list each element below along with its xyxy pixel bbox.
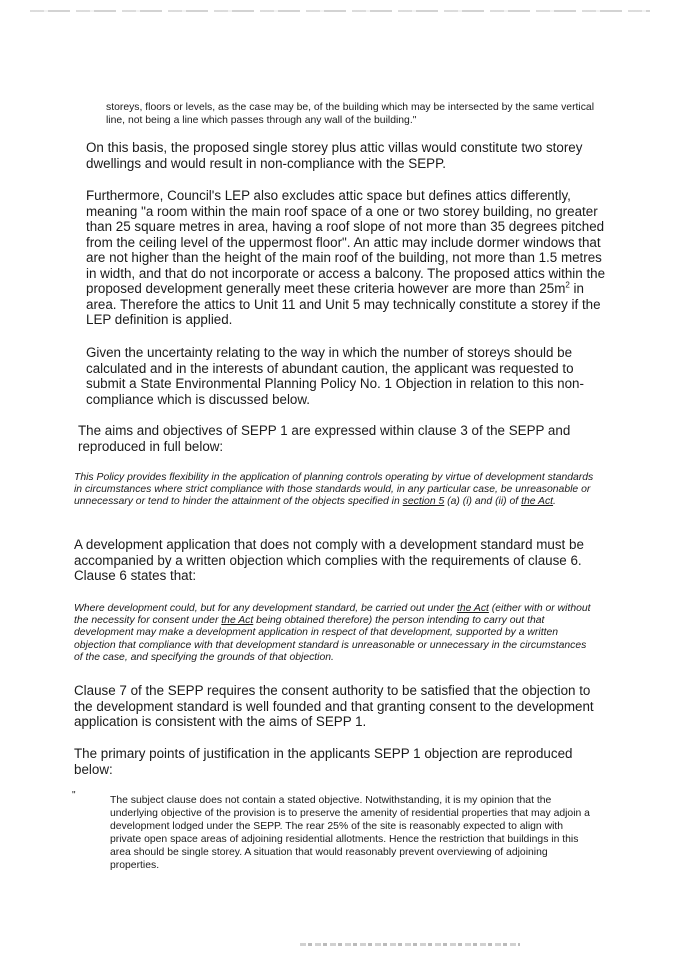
text-span: (a) (i) and (ii) of	[444, 496, 522, 508]
paragraph-non-compliance: On this basis, the proposed single storey plus attic villas would constitute two storey dwellings and would result in non-compliance with the SEPP.	[86, 140, 583, 171]
text-span: Where development could, but for any development standard, be carried out under	[74, 603, 457, 614]
text-span: in area. Therefore the attics to Unit 11 and Unit 5 may technically constitute a storey if the LEP definition is applied.	[86, 281, 601, 327]
quoted-definition-continuation: storeys, floors or levels, as the case may be, of the building which may be intersected by the same vertical line, not being a line which passes through any wall of the building."	[106, 102, 595, 126]
superscript: 2	[565, 280, 570, 290]
paragraph-clause-7: Clause 7 of the SEPP requires the consent authority to be satisfied that the objection to the development standard is well founded and that granting consent to the development application is consistent with the aims of SEPP 1.	[74, 683, 594, 729]
paragraph-lep-attic-definition	[86, 188, 606, 328]
text-span: .	[553, 496, 556, 508]
paragraph-justification-intro: The primary points of justification in the applicants SEPP 1 objection are reproduced below:	[74, 746, 573, 777]
quote-clause-6	[74, 603, 594, 664]
text-span: Furthermore, Council's LEP also excludes attic space but defines attics differently, meaning "a room within the main roof space of a one or two storey building, no greater than 25 square metres in area, having a roof slope of not more than 35 degrees pitched from the ceiling level of the uppermost floor". An attic may include dormer windows that are not higher than the height of the main roof of the building, not more than 1.5 metres in width, and that do not incorporate or access a balcony. The proposed attics within the proposed development generally meet these criteria however are more than 25m	[86, 188, 606, 296]
scan-footer-artifact	[300, 943, 520, 946]
text-span: This Policy provides flexibility in the application of planning controls operating by virtue of development standards in circumstances where strict compliance with those standards would, in any particular case, be unreasonable or unnecessary or tend to hinder the attainment of the objects specified in	[74, 472, 594, 508]
the-act-reference: the Act	[221, 615, 254, 627]
the-act-reference: the Act	[456, 603, 489, 614]
text-span: (either with or without the necessity for consent under	[74, 603, 591, 627]
text-span: being obtained therefore) the person intending to carry out that development may make a development application in respect of that development, supported by a written objection that compliance with that development standard is unreasonable or unnecessary in the circumstances of the case, and specifying the grounds of that objection.	[74, 615, 587, 663]
quote-mark: "	[72, 790, 76, 801]
scan-header-artifact	[30, 10, 650, 12]
quote-policy-flexibility	[74, 472, 594, 509]
paragraph-sepp-aims: The aims and objectives of SEPP 1 are expressed within clause 3 of the SEPP and reproduced in full below:	[78, 423, 571, 454]
section-5-reference: section 5	[402, 496, 445, 508]
paragraph-uncertainty: Given the uncertainty relating to the way in which the number of storeys should be calculated and in the interests of abundant caution, the applicant was requested to submit a State Environmental Planning Policy No. 1 Objection in relation to this non-compliance which is discussed below.	[86, 345, 584, 407]
paragraph-written-objection: A development application that does not comply with a development standard must be accompanied by a written objection which complies with the requirements of clause 6. Clause 6 states that:	[74, 537, 584, 583]
the-act-reference: the Act	[521, 496, 554, 508]
quote-applicant-justification: The subject clause does not contain a stated objective. Notwithstanding, it is my opinion that the underlying objective of the provision is to preserve the amenity of residential properties that may adjoin a development lodged under the SEPP. The rear 25% of the site is reasonably expected to align with private open space areas of adjoining residential allotments. Hence the restriction that buildings in this area should be single storey. A situation that would reasonably prevent overviewing of adjoining properties.	[110, 795, 590, 871]
